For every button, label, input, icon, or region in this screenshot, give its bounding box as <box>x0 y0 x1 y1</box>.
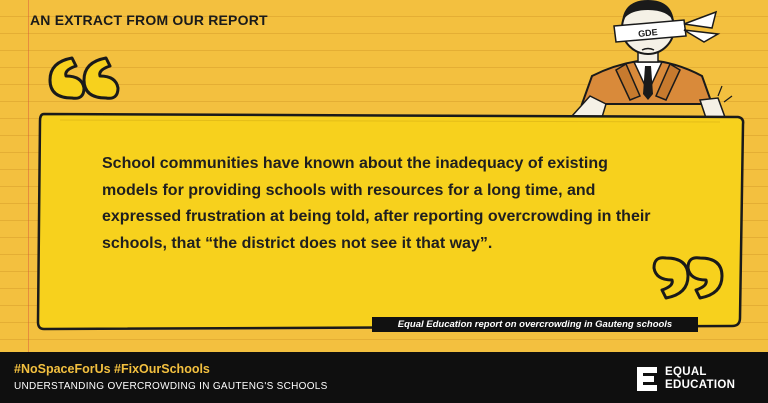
header-title: AN EXTRACT FROM OUR REPORT <box>30 12 268 28</box>
open-quote-icon <box>50 58 118 98</box>
equal-education-logo-icon <box>634 365 660 393</box>
brand-line1: EQUAL <box>665 366 707 378</box>
attribution-label: Equal Education report on overcrowding in Gauteng schools <box>372 317 698 332</box>
footer-hashtags: #NoSpaceForUs #FixOurSchools <box>14 362 210 376</box>
blindfold-label: GDE <box>637 27 659 40</box>
brand-line2: EDUCATION <box>665 379 736 391</box>
footer-bar <box>0 352 768 403</box>
quote-text: School communities have known about the inadequacy of existing models for providing schools with resources for a long time, and expressed frustration at being told, after reporting overcrowding in their schools, that “the district does not see it that way”. <box>102 155 651 252</box>
blindfolded-official-illustration <box>572 0 732 124</box>
footer-subtitle: UNDERSTANDING OVERCROWDING IN GAUTENG'S SCHOOLS <box>14 381 328 392</box>
equal-education-logo <box>634 364 760 394</box>
